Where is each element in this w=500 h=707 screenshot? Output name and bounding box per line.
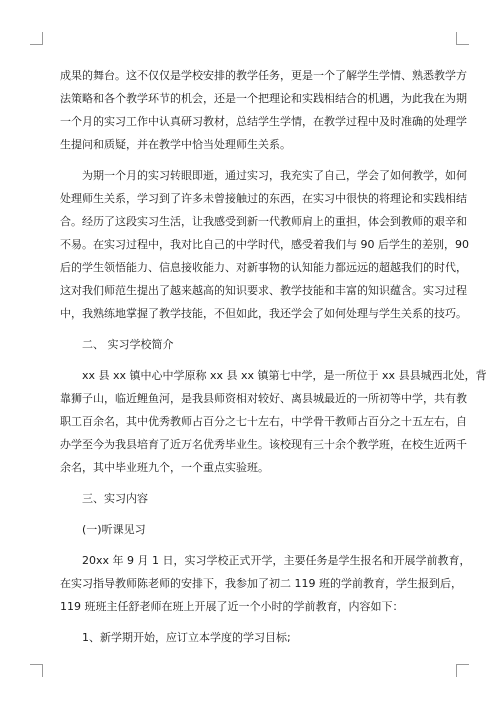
text-line: (一)听课见习 <box>82 523 146 536</box>
text-line: 合。经历了这段实习生活，让我感受到新一代教师肩上的重担，体会到教师的艰辛和 <box>60 215 467 228</box>
paragraph-gap <box>60 356 440 364</box>
paragraph <box>60 333 440 356</box>
crop-mark-top-right <box>456 32 469 45</box>
text-line: 119 班班主任舒老师在班上开展了近一个小时的学前教育，内容如下： <box>60 600 404 613</box>
paragraph-gap <box>60 479 440 487</box>
text-line: xx 县 xx 镇中心中学原称 xx 县 xx 镇第七中学，是一所位于 xx 县县城西北处，背 <box>82 369 487 382</box>
crop-mark-top-left <box>30 32 43 45</box>
paragraph-gap <box>60 510 440 518</box>
text-line: 靠狮子山，临近鲤鱼河，是我县师资相对较好、离县城最近的一所初等中学，共有教 <box>60 392 467 405</box>
paragraph <box>60 487 440 510</box>
text-line: 20xx 年 9 月 1 日，实习学校正式开学，主要任务是学生报名和开展学前教育， <box>82 554 471 567</box>
paragraph-gap <box>60 325 440 333</box>
paragraph <box>60 364 487 479</box>
text-line: 法策略和各个教学环节的机会，还是一个把理论和实践相结合的机遇，为此我在为期 <box>60 92 467 105</box>
text-line: 三、实习内容 <box>82 492 148 505</box>
paragraph-gap <box>60 156 440 164</box>
text-line: 1、新学期开始，应订立本学度的学习目标; <box>82 631 291 644</box>
text-line: 中，我熟练地掌握了教学技能，不但如此，我还学会了如何处理与学生关系的技巧。 <box>60 307 467 320</box>
paragraph <box>60 518 440 541</box>
text-line: 余名，其中毕业班九个，一个重点实验班。 <box>60 461 269 474</box>
crop-mark-bottom-right <box>456 664 469 677</box>
paragraph-gap <box>60 618 440 626</box>
text-line: 二、 实习学校简介 <box>82 338 174 351</box>
text-line: 不易。在实习过程中，我对比自己的中学时代，感受着我们与 90 后学生的差别，90 <box>60 238 469 251</box>
paragraph <box>60 626 440 649</box>
text-line: 生提问和质疑，并在教学中恰当处理师生关系。 <box>60 138 291 151</box>
text-line: 后的学生领悟能力、信息接收能力、对新事物的认知能力都远远的超越我们的时代， <box>60 261 467 274</box>
text-line: 为期一个月的实习转眼即逝，通过实习，我充实了自己，学会了如何教学，如何 <box>82 169 467 182</box>
text-line: 在实习指导教师陈老师的安排下，我参加了初二 119 班的学前教育，学生报到后， <box>60 577 462 590</box>
text-line: 职工百余名，其中优秀教师占百分之七十左右，中学骨干教师占百分之十五左右，自 <box>60 415 467 428</box>
text-line: 这对我们师范生提出了越来越高的知识要求、教学技能和丰富的知识蕴含。实习过程 <box>60 284 467 297</box>
paragraph-gap <box>60 541 440 549</box>
document-body <box>60 64 487 649</box>
text-line: 成果的舞台。这不仅仅是学校安排的教学任务，更是一个了解学生学情、熟悉教学方 <box>60 69 467 82</box>
paragraph <box>60 64 467 156</box>
text-line: 办学至今为我县培育了近万名优秀毕业生。该校现有三十余个教学班，在校生近两千 <box>60 438 467 451</box>
crop-mark-bottom-left <box>30 664 43 677</box>
text-line: 一个月的实习工作中认真研习教材，总结学生学情，在教学过程中及时准确的处理学 <box>60 115 467 128</box>
text-line: 处理师生关系，学习到了许多未曾接触过的东西，在实习中很快的将理论和实践相结 <box>60 192 467 205</box>
paragraph <box>60 164 469 325</box>
paragraph <box>60 549 471 618</box>
